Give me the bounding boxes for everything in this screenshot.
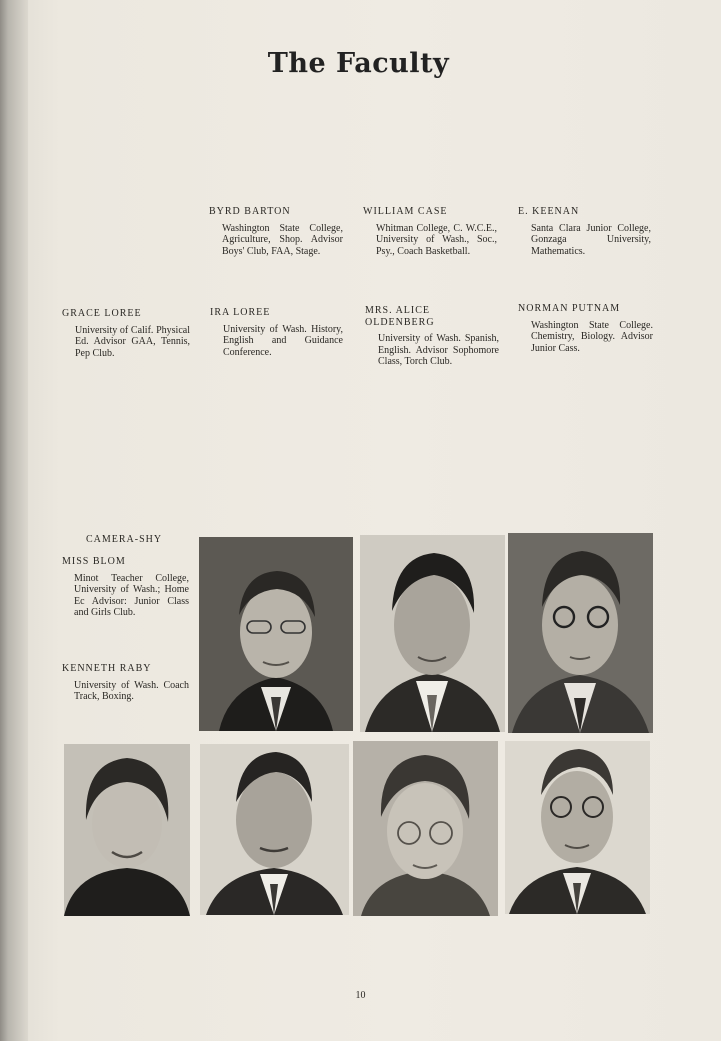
faculty-name: IRA LOREE [210,307,271,318]
faculty-description: University of Wash. Coach Track, Boxing. [74,679,189,703]
faculty-entry [518,303,653,354]
portrait-photo [360,535,505,732]
faculty-description: Minot Teacher College, University of Wash.; Home Ec Advisor: Junior Class and Girls Club. [74,572,189,619]
portrait-photo [508,533,653,733]
faculty-description: University of Wash. Spanish, English. Advisor Sophomore Class, Torch Club. [378,333,499,368]
faculty-name: WILLIAM CASE [363,206,448,217]
page-title: The Faculty [267,48,450,79]
faculty-name: MISS BLOM [62,556,126,567]
portrait-photo [353,741,498,916]
camera-shy-heading: CAMERA-SHY [86,534,163,545]
faculty-description: Santa Clara Junior College, Gonzaga University, Mathematics. [531,222,651,257]
faculty-entry [365,305,499,368]
faculty-description: Whitman College, C. W.C.E., University of Wash., Soc., Psy., Coach Basketball. [376,222,497,257]
faculty-description: Washington State College, Agriculture, Shop. Advisor Boys' Club, FAA, Stage. [222,222,343,257]
faculty-name: NORMAN PUTNAM [518,303,621,314]
faculty-name: MRS. ALICE OLDENBERG [365,305,435,328]
faculty-entry [62,308,190,359]
faculty-description: University of Wash. History, English and Guidance Conference. [223,323,343,358]
faculty-entry [210,307,343,358]
portrait-photo [200,744,349,915]
faculty-entry [209,206,343,257]
page-number: 10 [355,990,366,1001]
faculty-description: Washington State College. Chemistry, Biology. Advisor Junior Cass. [531,319,653,354]
faculty-entry [363,206,497,257]
faculty-description: University of Calif. Physical Ed. Advisor GAA, Tennis, Pep Club. [75,324,190,359]
camera-shy-entry [62,556,189,619]
camera-shy-entry [62,663,189,703]
portrait-photo [64,744,190,916]
faculty-name: KENNETH RABY [62,663,152,674]
book-gutter [0,0,28,1041]
faculty-name: E. KEENAN [518,206,580,217]
faculty-name: BYRD BARTON [209,206,291,217]
portrait-photo [505,741,650,914]
faculty-name: GRACE LOREE [62,308,142,319]
faculty-entry [518,206,651,257]
portrait-photo [199,537,353,731]
